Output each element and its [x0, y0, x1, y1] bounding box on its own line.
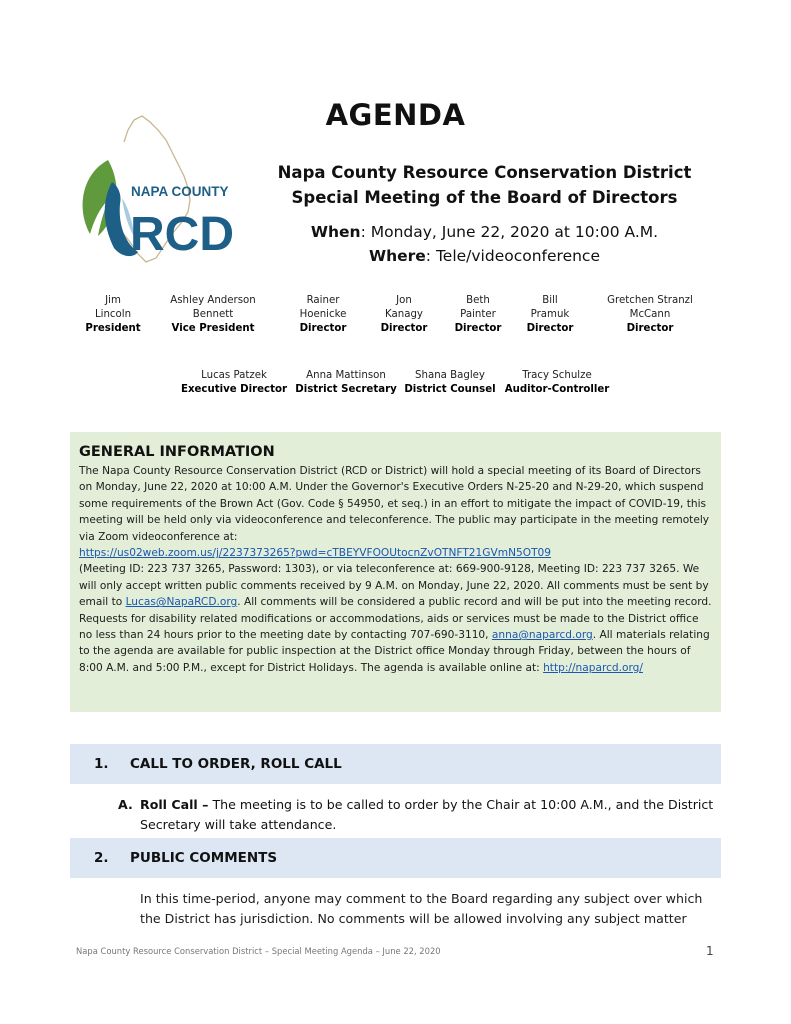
general-information-text: The Napa County Resource Conservation District (RCD or District) will hold a special meeting of its Board of Directors on Monday, June 22, 2020 at 10:00 A.M. Under the Governor's Executive Orders N-25-20 and N-29-20, which suspend some requirements of the Brown Act (Gov. Code § 54950, et seq.) in an effort to mitigate the impact of COVID-19, this meeting will be held only via videoconference and teleconference. The public may participate in the meeting remotely via Zoom videoconference at: https://us02web.zoom.us/j/2237373265?pwd=cTBEYVFOOUtocnZvOTNFT21GVmN5OT09 (Meeting ID: 223 737 3265, Password: 1303), or via teleconference at: 669-900-9128, Meeting ID: 223 737 3265. We will only accept written public comments received by 9 A.M. on Monday, June 22, 2020. All comments must be sent by email to Lucas@NapaRCD.org. All comments will be considered a public record and will be put into the meeting record. Requests for disability related modifications or accommodations, aids or services must be made to the District office no less than 24 hours prior to the meeting date by contacting 707-690-3110, anna@naparcd.org. All materials relating to the agenda are available for public inspection at the District office Monday through Friday, between the hours of 8:00 A.M. and 5:00 P.M., except for District Holidays. The agenda is available online at: http://naparcd.org/: [79, 465, 712, 674]
email-link-lucas[interactable]: Lucas@NapaRCD.org: [125, 596, 238, 609]
board-member: Ashley Anderson Bennett Vice President: [170, 295, 256, 334]
zoom-link[interactable]: https://us02web.zoom.us/j/2237373265?pwd=cTBEYVFOOUtocnZvOTNFT21GVmN5OT09: [79, 547, 552, 560]
section-title: CALL TO ORDER, ROLL CALL: [130, 756, 342, 772]
organization-title: [262, 160, 707, 210]
agenda-item-roll-call: A. Roll Call – The meeting is to be called to order by the Chair at 10:00 A.M., and the District Secretary will take attendance.: [118, 797, 714, 832]
website-link[interactable]: http://naparcd.org/: [543, 661, 643, 674]
page-footer: Napa County Resource Conservation District – Special Meeting Agenda – June 22, 2020: [76, 946, 441, 956]
item-letter: A.: [118, 797, 133, 812]
meeting-when: When: Monday, June 22, 2020 at 10:00 A.M.: [310, 223, 659, 241]
item-label: Roll Call –: [140, 797, 209, 812]
meeting-details: [262, 220, 707, 268]
staff-member: Anna Mattinson District Secretary: [295, 370, 397, 395]
board-member: Jim Lincoln President: [85, 295, 141, 334]
meeting-where: Where: Tele/videoconference: [368, 247, 600, 265]
board-member: Bill Pramuk Director: [526, 295, 574, 334]
page-number: 1: [706, 944, 714, 958]
board-member: Beth Painter Director: [454, 295, 502, 334]
board-member: Jon Kanagy Director: [380, 295, 428, 334]
section-number: 1.: [94, 756, 109, 772]
napa-rcd-logo: [72, 112, 252, 272]
logo-county-text: NAPA COUNTY: [131, 184, 229, 199]
board-member: Rainer Hoenicke Director: [299, 295, 347, 334]
org-name: Napa County Resource Conservation District: [277, 163, 692, 182]
email-link-anna[interactable]: anna@naparcd.org: [491, 629, 593, 642]
section-number: 2.: [94, 850, 109, 866]
logo-rcd-text: RCD: [130, 208, 234, 261]
staff-member: Shana Bagley District Counsel: [404, 370, 496, 395]
public-comments-text: In this time-period, anyone may comment to the Board regarding any subject over which the District has jurisdiction. No comments will be allowed involving any subject matter: [140, 891, 703, 926]
board-member: Gretchen Stranzl McCann Director: [607, 295, 693, 334]
meeting-type: Special Meeting of the Board of Directors: [291, 188, 678, 207]
staff-member: Tracy Schulze Auditor-Controller: [504, 370, 610, 395]
page-title: AGENDA: [325, 98, 466, 132]
section-title: PUBLIC COMMENTS: [130, 850, 278, 866]
staff-member: Lucas Patzek Executive Director: [180, 370, 287, 395]
general-information-heading: GENERAL INFORMATION: [79, 444, 275, 460]
